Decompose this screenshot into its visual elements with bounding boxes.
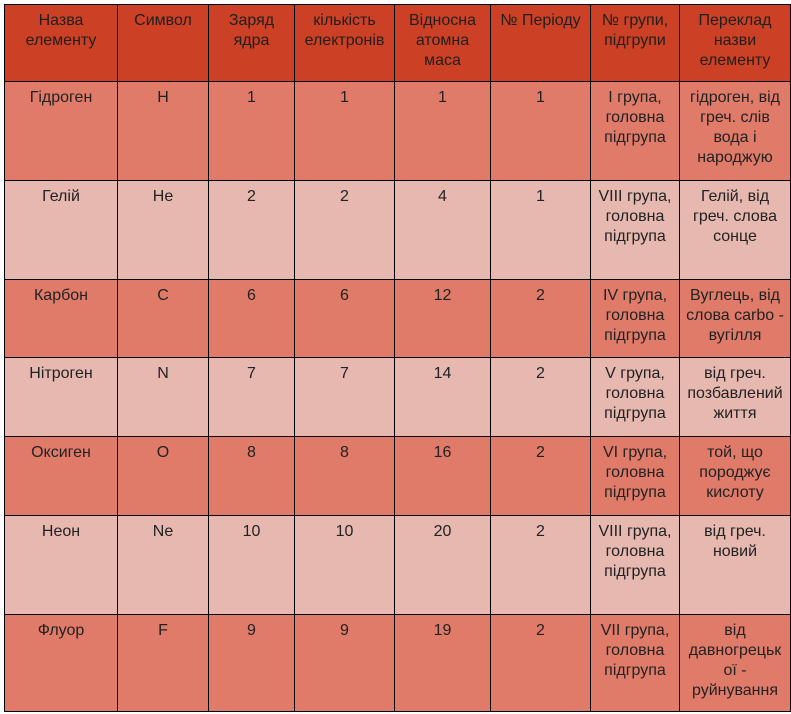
cell-mass: 16 (395, 437, 491, 516)
cell-electrons: 10 (295, 516, 395, 615)
cell-period: 2 (491, 280, 591, 358)
table-row (5, 358, 791, 437)
cell-mass: 19 (395, 615, 491, 712)
cell-name: Карбон (5, 280, 118, 358)
cell-group: IV група, головна підгрупа (591, 280, 680, 358)
cell-group: VIII група, головна підгрупа (591, 181, 680, 280)
header-name: Назва елементу (5, 5, 118, 82)
cell-group: VI група, головна підгрупа (591, 437, 680, 516)
table-row (5, 181, 791, 280)
cell-electrons: 8 (295, 437, 395, 516)
header-charge: Заряд ядра (209, 5, 295, 82)
cell-group: VII група, головна підгрупа (591, 615, 680, 712)
cell-electrons: 6 (295, 280, 395, 358)
cell-period: 1 (491, 181, 591, 280)
cell-period: 2 (491, 437, 591, 516)
cell-charge: 10 (209, 516, 295, 615)
cell-mass: 14 (395, 358, 491, 437)
cell-name: Неон (5, 516, 118, 615)
header-group: № групи, підгрупи (591, 5, 680, 82)
cell-period: 2 (491, 516, 591, 615)
cell-group: V група, головна підгрупа (591, 358, 680, 437)
header-translation: Переклад назви елементу (680, 5, 791, 82)
cell-translation: Вуглець, від слова carbo - вугілля (680, 280, 791, 358)
cell-translation: від греч. новий (680, 516, 791, 615)
cell-mass: 12 (395, 280, 491, 358)
table-row (5, 82, 791, 181)
cell-period: 1 (491, 82, 591, 181)
cell-symbol: He (118, 181, 209, 280)
cell-name: Гелій (5, 181, 118, 280)
cell-name: Нітроген (5, 358, 118, 437)
cell-electrons: 1 (295, 82, 395, 181)
cell-translation: той, що породжує кислоту (680, 437, 791, 516)
cell-mass: 1 (395, 82, 491, 181)
cell-symbol: Ne (118, 516, 209, 615)
cell-charge: 7 (209, 358, 295, 437)
cell-symbol: F (118, 615, 209, 712)
table-row (5, 280, 791, 358)
cell-symbol: C (118, 280, 209, 358)
table-row (5, 516, 791, 615)
cell-electrons: 9 (295, 615, 395, 712)
cell-symbol: O (118, 437, 209, 516)
cell-translation: гідроген, від греч. слів вода і народжую (680, 82, 791, 181)
cell-charge: 2 (209, 181, 295, 280)
cell-name: Гідроген (5, 82, 118, 181)
cell-name: Флуор (5, 615, 118, 712)
cell-mass: 4 (395, 181, 491, 280)
cell-period: 2 (491, 358, 591, 437)
cell-charge: 9 (209, 615, 295, 712)
cell-charge: 1 (209, 82, 295, 181)
cell-symbol: N (118, 358, 209, 437)
header-row (5, 5, 791, 82)
header-symbol: Символ (118, 5, 209, 82)
header-electrons: кількість електронів (295, 5, 395, 82)
cell-translation: від греч. позбавлений життя (680, 358, 791, 437)
cell-period: 2 (491, 615, 591, 712)
cell-translation: від давногрецької - руйнування (680, 615, 791, 712)
cell-charge: 6 (209, 280, 295, 358)
cell-group: VIII група, головна підгрупа (591, 516, 680, 615)
cell-charge: 8 (209, 437, 295, 516)
cell-translation: Гелій, від греч. слова сонце (680, 181, 791, 280)
cell-electrons: 2 (295, 181, 395, 280)
cell-group: I група, головна підгрупа (591, 82, 680, 181)
cell-electrons: 7 (295, 358, 395, 437)
table-row (5, 615, 791, 712)
cell-name: Оксиген (5, 437, 118, 516)
header-period: № Періоду (491, 5, 591, 82)
table-row (5, 437, 791, 516)
cell-mass: 20 (395, 516, 491, 615)
header-mass: Відносна атомна маса (395, 5, 491, 82)
cell-symbol: H (118, 82, 209, 181)
elements-table (4, 4, 791, 712)
